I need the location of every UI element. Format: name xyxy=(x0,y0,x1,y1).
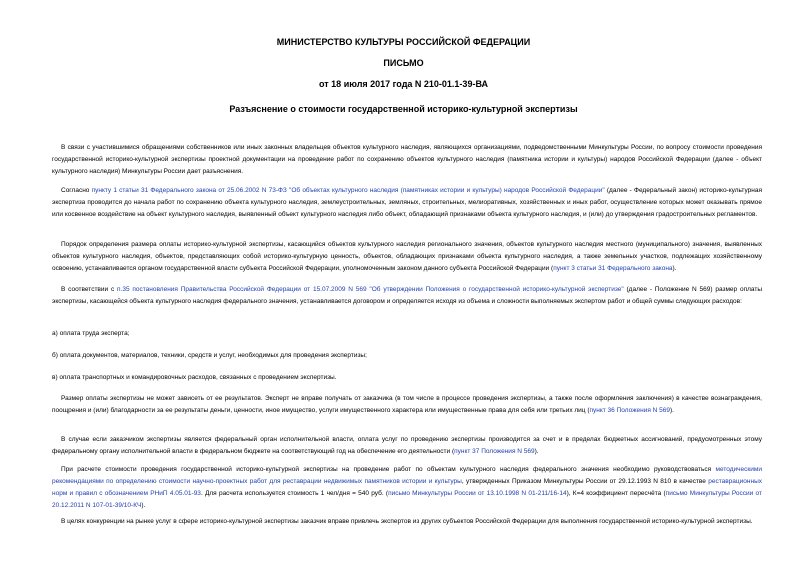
paragraph-text: , утвержденных Приказом Минкультуры России от 29.12.1993 N 810 в качестве xyxy=(461,478,709,485)
law-link-article-31-p3[interactable]: пункт 3 статьи 31 Федерального закона xyxy=(553,265,673,272)
paragraph-text: При расчете стоимости проведения государственной историко-культурной экспертизы на проведение работ по объектам культурного наследия федерального значения необходимо руководствоваться xyxy=(61,466,716,473)
paragraph-text: . Для расчета используется стоимость 1 чел/дня = 540 руб. ( xyxy=(200,490,389,497)
paragraph-text: (далее - Федеральный закон) историко-культурная экспертиза проводится до начала работ по сохранению объекта культурного наследия, землеустроительных, земляных, строительных, мелиоративных, хозяйственных и иных работ, осуществление которых может оказывать прямое или косвенное воздействие на объект культурного наследия, выявленный объект культурного наследия либо объект, обладающий признаками объекта культурного наследия, и (или) до утверждения градостроительных регламентов. xyxy=(52,187,762,218)
paragraph-text: ), К=4 коэффициент пересчёта ( xyxy=(566,490,666,497)
paragraph-text: Согласно xyxy=(61,187,92,194)
methodical-recommendations-link[interactable]: методическими рекомендациями по определению стоимости научно-проектных работ для реставрации недвижимых памятников истории и культуры xyxy=(52,466,762,485)
paragraph-text: Порядок определения размера оплаты историко-культурной экспертизы, касающийся объектов культурного наследия регионального значения, объектов культурного наследия местного (муниципального) значения, выявленных объектов культурного наследия, объектов, представляющих собой историко-культурную ценность, объектов, обладающих признаками объекта культурного наследия, а также земельных участков, подлежащих хозяйственному освоению, устанавливается органом государственной власти субъекта Российской Федерации, уполномоченным законом данного субъекта Российской Федерации ( xyxy=(52,241,762,272)
paragraph-text: В соответствии с xyxy=(61,286,118,293)
paragraph-1: В связи с участившимися обращениями собственников или иных законных владельцев объектов культурного наследия, являющихся организациями, подведомственными Минкультуры России, по вопросу стоимости проведения государственной историко-культурной экспертизы проектной документации на проведение работ по сохранению объектов культурного наследия (памятника истории и культуры) народов Российской Федерации (далее - объект культурного наследия) Минкультуры России дает разъяснения. xyxy=(52,144,762,175)
paragraph-text: ). xyxy=(670,407,674,414)
paragraph-6 xyxy=(52,434,762,458)
document-date-number: от 18 июля 2017 года N 210-01.1-39-ВА xyxy=(319,79,488,89)
ministry-heading: МИНИСТЕРСТВО КУЛЬТУРЫ РОССИЙСКОЙ ФЕДЕРАЦИИ xyxy=(276,37,531,47)
paragraph-8: В целях конкуренции на рынке услуг в сфере историко-культурной экспертизы заказчик вправе привлечь экспертов из других субъектов Российской Федерации для выполнения государственной историко-культурной экспертизы. xyxy=(61,518,753,525)
resolution-569-link[interactable]: п.35 постановления Правительства Российской Федерации от 15.07.2009 N 569 "Об утверждении Положения о государственной историко-культурной экспертизе" xyxy=(117,286,624,293)
paragraph-4 xyxy=(52,284,762,308)
paragraph-7 xyxy=(52,464,762,512)
regulation-point-36-link[interactable]: пункт 36 Положения N 569 xyxy=(589,407,671,414)
document-subject: Разъяснение о стоимости государственной историко-культурной экспертизы xyxy=(229,104,578,114)
paragraph-text: ). xyxy=(141,502,146,509)
letter-2011-link[interactable]: письмо Минкультуры России от 20.12.2011 N 107-01-39/10-КЧ xyxy=(52,490,763,509)
list-item-a: а) оплата труда эксперта; xyxy=(52,330,130,337)
paragraph-text: (далее - Положение N 569) размер оплаты экспертизы, касающейся объекта культурного наследия федерального значения, устанавливается договором и определяется исходя из объема и сложности выполняемых экспертом работ и общей суммы следующих расходов: xyxy=(52,286,763,305)
restoration-norms-link[interactable]: реставрационных норм и правил с обозначением РНиП 4.05.01-93 xyxy=(52,478,762,497)
letter-1998-link[interactable]: письмо Минкультуры России от 13.10.1998 N 01-211/16-14 xyxy=(388,490,567,497)
paragraph-text: Размер оплаты экспертизы не может зависеть от ее результатов. Эксперт не вправе получать от заказчика (в том числе в процессе проведения экспертизы, а также после оформления заключения) в качестве вознаграждения, поощрения и (или) благодарности за ее результаты деньги, ценности, иное имущество, услуги имущественного характера или имущественные права для себя или третьих лиц ( xyxy=(52,395,762,414)
paragraph-text: ). xyxy=(534,448,539,455)
paragraph-3 xyxy=(52,239,762,275)
paragraph-text: В случае если заказчиком экспертизы является федеральный орган исполнительной власти, оплата услуг по проведению экспертизы производится за счет и в пределах бюджетных ассигнований, предусмотренных этому федеральному органу исполнительной власти в федеральном бюджете на соответствующий год на обеспечение его деятельности ( xyxy=(52,436,762,455)
list-item-b: б) оплата документов, материалов, техники, средств и услуг, необходимых для проведения экспертизы; xyxy=(52,352,367,359)
law-link-article-31[interactable]: пункту 1 статьи 31 Федерального закона от 25.06.2002 N 73-ФЗ "Об объектах культурного наследия (памятниках истории и культуры) народов Российской Федерации" xyxy=(91,187,605,194)
paragraph-5 xyxy=(52,393,762,417)
list-item-c: в) оплата транспортных и командировочных расходов, связанных с проведением экспертизы. xyxy=(52,374,337,381)
paragraph-text: ). xyxy=(672,265,677,272)
regulation-point-37-link[interactable]: пункт 37 Положения N 569 xyxy=(454,448,535,455)
document-type: ПИСЬМО xyxy=(383,58,424,68)
paragraph-2 xyxy=(52,185,762,221)
